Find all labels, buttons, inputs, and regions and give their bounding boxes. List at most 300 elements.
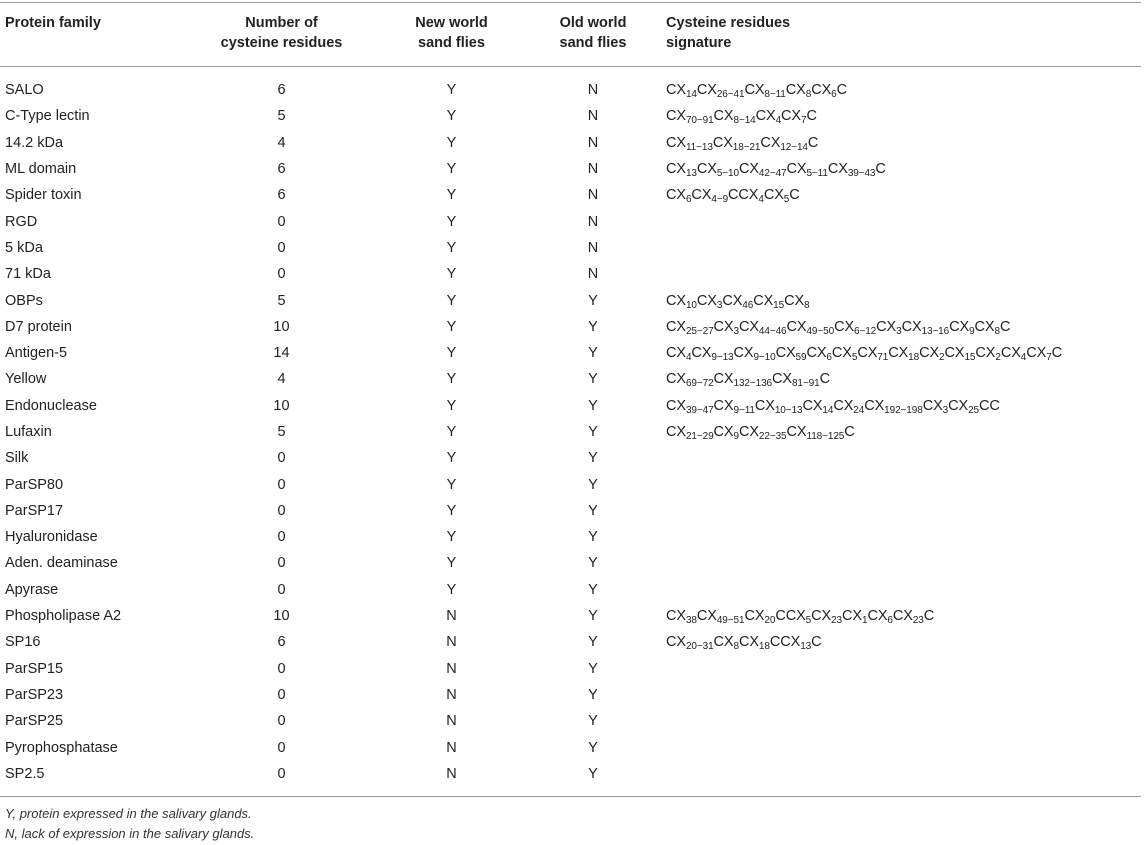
old-world-cell: Y (588, 397, 598, 414)
signature-residue: C (744, 82, 755, 99)
signature-residue: X (852, 608, 862, 625)
signature-residue: CC (728, 187, 749, 204)
signature-residue: C (888, 345, 899, 362)
signature-spacing: 22−35 (758, 431, 787, 442)
new-world-cell: Y (446, 318, 457, 335)
signature-spacing: 12−14 (780, 141, 808, 153)
signature-spacing: 118−125 (806, 431, 845, 442)
table-row (0, 761, 1141, 787)
signature-residue: CC (775, 608, 797, 625)
signature-residue: X (898, 345, 909, 362)
signature-spacing: 13 (685, 168, 697, 180)
signature-spacing: 14 (822, 404, 834, 416)
signature-spacing: 49−50 (806, 325, 835, 337)
signature-residue: X (754, 608, 765, 625)
old-world-cell: Y (588, 581, 598, 598)
cysteine-signature-cell (661, 656, 1141, 682)
cysteine-count-cell: 0 (277, 239, 286, 256)
signature-spacing: 15 (773, 299, 785, 311)
signature-residue: X (676, 187, 686, 204)
cysteine-count-cell: 0 (277, 555, 286, 572)
cysteine-count-cell: 6 (277, 161, 286, 178)
signature-residue: C (892, 608, 904, 625)
signature-residue: C (784, 292, 795, 309)
old-world-cell: N (587, 239, 599, 256)
table-row (0, 603, 1141, 629)
old-world-cell: Y (588, 450, 598, 467)
signature-residue: C (772, 371, 783, 388)
new-world-cell: Y (446, 371, 457, 388)
signature-spacing: 8−14 (733, 115, 756, 127)
protein-family-cell: 5 kDa (5, 239, 43, 256)
signature-spacing: 6 (826, 352, 832, 364)
signature-residue: C (696, 608, 708, 625)
signature-residue: C (733, 345, 744, 362)
signature-residue: X (796, 424, 807, 440)
table-row (0, 156, 1141, 182)
signature-residue: X (754, 82, 765, 99)
signature-residue: X (1011, 345, 1021, 362)
cysteine-count-cell: 0 (277, 450, 286, 467)
signature-spacing: 20−31 (685, 641, 714, 653)
signature-residue: C (691, 345, 702, 362)
protein-family-cell: Apyrase (5, 581, 59, 598)
signature-residue: C (819, 371, 830, 388)
signature-residue: X (723, 634, 734, 651)
cysteine-signature-cell (661, 182, 1141, 208)
signature-residue: X (812, 397, 823, 414)
signature-residue: X (676, 634, 686, 651)
cysteine-count-cell: 4 (277, 134, 286, 151)
signature-residue: X (676, 161, 686, 178)
cysteine-count-cell: 5 (277, 424, 286, 440)
signature-residue: C (712, 134, 724, 151)
cysteine-count-cell: 4 (277, 371, 286, 388)
signature-residue: C (691, 187, 702, 204)
signature-residue: C (833, 397, 844, 414)
cysteine-count-cell: 0 (277, 739, 286, 756)
protein-family-cell: 71 kDa (5, 266, 51, 283)
table-row (0, 208, 1141, 234)
signature-spacing: 10 (685, 299, 697, 311)
table-row (0, 445, 1141, 471)
signature-residue: C (834, 318, 845, 335)
signature-residue: X (816, 345, 827, 362)
signature-spacing: 4−9 (711, 194, 729, 206)
signature-residue: X (903, 608, 913, 625)
signature-residue: X (911, 318, 922, 335)
cysteine-count-cell: 0 (277, 765, 286, 782)
signature-residue: X (707, 82, 717, 99)
signature-residue: X (676, 82, 686, 99)
signature-spacing: 9 (733, 431, 739, 442)
protein-family-cell: C-Type lectin (5, 108, 90, 125)
cysteine-signature-cell (661, 734, 1141, 760)
new-world-cell: N (446, 765, 457, 782)
protein-family-cell: D7 protein (5, 318, 72, 335)
cysteine-count-cell: 0 (277, 502, 286, 519)
signature-spacing: 10−13 (774, 404, 803, 416)
old-world-cell: Y (588, 608, 598, 625)
signature-residue: X (676, 134, 686, 151)
signature-residue: C (857, 345, 868, 362)
signature-spacing: 44−46 (758, 325, 787, 337)
cysteine-count-cell: 10 (273, 397, 290, 414)
signature-residue: X (842, 345, 852, 362)
table-row (0, 419, 1141, 445)
signature-residue: X (886, 318, 897, 335)
signature-residue: C (949, 318, 960, 335)
signature-residue: C (842, 608, 853, 625)
new-world-cell: N (446, 634, 457, 651)
cysteine-signature-cell (661, 603, 1141, 629)
signature-spacing: 4 (1020, 352, 1027, 364)
new-world-cell: N (446, 608, 457, 625)
signature-spacing: 23 (912, 615, 924, 627)
signature-spacing: 13−16 (921, 325, 950, 337)
cysteine-count-cell: 14 (273, 345, 290, 362)
signature-residue: X (676, 292, 686, 309)
signature-spacing: 6 (685, 194, 692, 206)
signature-residue: X (877, 608, 888, 625)
signature-spacing: 2 (939, 352, 945, 364)
signature-residue: X (774, 187, 784, 204)
new-world-cell: Y (446, 502, 457, 519)
signature-residue: X (749, 634, 759, 651)
signature-residue: C (666, 345, 677, 362)
signature-spacing: 8 (733, 641, 739, 653)
table-row (0, 708, 1141, 734)
signature-residue: C (864, 397, 875, 414)
signature-residue: C (666, 634, 677, 651)
signature-residue: C (785, 82, 797, 99)
old-world-cell: N (587, 213, 599, 230)
signature-residue: X (796, 318, 807, 335)
old-world-cell: Y (588, 555, 598, 572)
cysteine-count-cell: 0 (277, 686, 286, 703)
signature-residue: C (666, 608, 677, 625)
signature-spacing: 7 (801, 115, 807, 127)
signature-residue: X (763, 292, 774, 309)
signature-residue: X (796, 161, 807, 178)
cysteine-signature-cell (661, 419, 1141, 445)
signature-residue: C (786, 318, 797, 335)
signature-residue: C (974, 318, 985, 335)
table-row (0, 261, 1141, 287)
signature-residue: C (876, 318, 887, 335)
signature-residue: C (755, 108, 766, 125)
signature-spacing: 49−51 (716, 615, 745, 627)
signature-spacing: 20 (764, 615, 776, 627)
old-world-cell: Y (588, 686, 598, 703)
cysteine-count-cell: 0 (277, 476, 286, 493)
signature-residue: C (666, 424, 677, 440)
old-world-cell: N (587, 266, 599, 283)
table-row (0, 682, 1141, 708)
signature-residue: X (984, 318, 995, 335)
protein-family-cell: 14.2 kDa (5, 134, 64, 151)
signature-residue: X (723, 371, 734, 388)
signature-spacing: 5−11 (806, 168, 828, 180)
signature-spacing: 3 (716, 299, 723, 311)
signature-residue: C (696, 82, 708, 99)
signature-residue: X (766, 108, 776, 125)
protein-family-cell: OBPs (5, 292, 43, 309)
protein-family-cell: Lufaxin (5, 424, 52, 440)
signature-spacing: 8−11 (764, 89, 786, 101)
signature-spacing: 18−21 (732, 141, 761, 153)
signature-residue: X (985, 345, 996, 362)
old-world-cell: Y (588, 424, 598, 440)
signature-residue: X (732, 292, 743, 309)
old-world-cell: Y (588, 476, 598, 493)
old-world-cell: Y (588, 371, 598, 388)
signature-residue: X (723, 318, 734, 335)
signature-residue: X (782, 371, 792, 388)
signature-residue: C (713, 108, 724, 125)
signature-spacing: 13 (800, 641, 812, 653)
signature-residue: X (723, 134, 733, 151)
signature-residue: X (791, 108, 801, 125)
signature-residue: C (713, 424, 724, 440)
protein-family-cell: ParSP17 (5, 502, 64, 519)
new-world-cell: Y (446, 239, 457, 256)
signature-spacing: 6−12 (854, 325, 877, 337)
signature-residue: C (775, 345, 786, 362)
old-world-cell: Y (588, 502, 598, 519)
new-world-cell: Y (446, 424, 457, 440)
signature-residue: CC (979, 397, 1000, 414)
signature-residue: C (696, 161, 708, 178)
new-world-cell: N (446, 713, 457, 730)
signature-residue: X (844, 318, 855, 335)
signature-residue: C (811, 82, 822, 99)
cysteine-signature-cell (661, 550, 1141, 576)
signature-residue: C (760, 134, 771, 151)
signature-residue: C (831, 345, 843, 362)
signature-residue: C (666, 134, 677, 151)
signature-spacing: 3 (896, 325, 902, 337)
cysteine-signature-cell (661, 66, 1141, 103)
table-row (0, 393, 1141, 419)
signature-spacing: 38 (685, 615, 697, 627)
old-world-cell: Y (588, 739, 598, 756)
signature-residue: X (790, 634, 801, 651)
old-world-cell: Y (588, 529, 598, 546)
new-world-cell: Y (446, 581, 457, 598)
signature-residue: C (786, 161, 797, 178)
signature-residue: X (676, 397, 686, 414)
footnote-y: Y, protein expressed in the salivary glands. (5, 806, 252, 821)
signature-residue: X (743, 345, 754, 362)
signature-residue: C (901, 318, 912, 335)
protein-family-table (0, 3, 1141, 787)
new-world-cell: N (446, 660, 457, 677)
old-world-cell: Y (588, 765, 598, 782)
signature-residue: C (827, 161, 839, 178)
signature-spacing: 4 (758, 194, 764, 206)
table-body (0, 66, 1141, 787)
signature-residue: X (821, 608, 832, 625)
new-world-cell: Y (446, 345, 457, 362)
signature-residue: C (806, 108, 817, 125)
signature-residue: X (701, 187, 712, 204)
signature-residue: C (844, 424, 855, 440)
old-world-cell: N (587, 134, 599, 151)
signature-residue: X (723, 397, 734, 414)
table-row (0, 235, 1141, 261)
old-world-cell: N (587, 187, 599, 204)
signature-spacing: 5 (851, 352, 858, 364)
cysteine-signature-cell (661, 682, 1141, 708)
new-world-cell: Y (446, 450, 457, 467)
signature-residue: C (944, 345, 955, 362)
signature-residue: C (666, 292, 677, 309)
cysteine-signature-cell (661, 103, 1141, 129)
signature-spacing: 11−13 (685, 141, 713, 153)
header-new-world-sand-flies: New world sand flies (415, 15, 488, 51)
cysteine-count-cell: 0 (277, 660, 286, 677)
cysteine-count-cell: 0 (277, 713, 286, 730)
signature-residue: C (696, 292, 708, 309)
signature-residue: X (749, 161, 759, 178)
cysteine-count-cell: 0 (277, 266, 286, 283)
signature-residue: X (929, 345, 940, 362)
cysteine-count-cell: 0 (277, 213, 286, 230)
signature-residue: C (919, 345, 930, 362)
protein-family-cell: Silk (5, 450, 29, 467)
signature-residue: C (1051, 345, 1063, 362)
new-world-cell: Y (446, 292, 457, 309)
protein-family-cell: Yellow (5, 371, 47, 388)
signature-residue: C (738, 161, 750, 178)
signature-residue: X (794, 292, 805, 309)
signature-spacing: 18 (758, 641, 770, 653)
signature-residue: C (811, 634, 822, 651)
old-world-cell: Y (588, 634, 598, 651)
table-row (0, 498, 1141, 524)
table-row (0, 314, 1141, 340)
signature-spacing: 1 (861, 615, 868, 627)
signature-spacing: 59 (795, 352, 807, 364)
protein-family-cell: Spider toxin (5, 187, 82, 204)
signature-spacing: 8 (804, 299, 810, 311)
cysteine-signature-cell (661, 208, 1141, 234)
signature-residue: C (713, 634, 724, 651)
new-world-cell: Y (446, 161, 457, 178)
signature-residue: C (948, 397, 959, 414)
table-row (0, 66, 1141, 103)
new-world-cell: Y (446, 266, 457, 283)
signature-spacing: 4 (685, 352, 692, 364)
signature-spacing: 8 (994, 325, 1000, 337)
signature-residue: X (723, 424, 734, 440)
table-row (0, 577, 1141, 603)
signature-residue: C (753, 292, 764, 309)
protein-family-cell: Antigen-5 (5, 345, 68, 362)
signature-spacing: 192−198 (884, 404, 923, 416)
protein-family-cell: Hyaluronidase (5, 529, 98, 546)
header-protein-family: Protein family (5, 15, 101, 31)
cysteine-signature-cell (661, 471, 1141, 497)
signature-spacing: 24 (853, 404, 865, 416)
cysteine-signature-cell (661, 524, 1141, 550)
signature-spacing: 3 (942, 404, 949, 416)
signature-residue: C (763, 187, 775, 204)
protein-family-cell: Endonuclease (5, 397, 97, 414)
cysteine-signature-cell (661, 366, 1141, 392)
signature-residue: C (666, 397, 677, 414)
signature-spacing: 9−13 (711, 352, 734, 364)
old-world-cell: Y (588, 660, 598, 677)
signature-residue: C (738, 318, 750, 335)
new-world-cell: Y (446, 82, 457, 99)
signature-residue: X (843, 397, 854, 414)
signature-residue: C (666, 82, 677, 99)
signature-spacing: 46 (742, 299, 754, 311)
new-world-cell: N (446, 739, 457, 756)
signature-residue: X (723, 108, 734, 125)
signature-spacing: 15 (964, 352, 976, 364)
signature-residue: C (867, 608, 878, 625)
signature-residue: C (738, 634, 750, 651)
table-row (0, 103, 1141, 129)
cysteine-signature-cell (661, 393, 1141, 419)
signature-residue: C (666, 108, 677, 125)
signature-residue: X (701, 345, 712, 362)
signature-residue: C (786, 424, 797, 440)
signature-residue: C (923, 608, 935, 625)
new-world-cell: Y (446, 134, 457, 151)
signature-residue: X (954, 345, 965, 362)
protein-family-cell: Phospholipase A2 (5, 608, 122, 625)
cysteine-count-cell: 6 (277, 187, 286, 204)
signature-spacing: 132−136 (733, 378, 773, 390)
signature-spacing: 9 (969, 325, 975, 337)
signature-spacing: 69−72 (685, 378, 714, 390)
signature-residue: C (1026, 345, 1037, 362)
new-world-cell: N (446, 686, 457, 703)
signature-spacing: 18 (908, 352, 920, 364)
signature-residue: C (802, 397, 813, 414)
old-world-cell: N (587, 161, 599, 178)
signature-residue: X (676, 108, 686, 125)
signature-spacing: 21−29 (685, 431, 714, 442)
signature-residue: C (975, 345, 986, 362)
signature-spacing: 25−27 (685, 325, 714, 337)
signature-residue: X (748, 187, 759, 204)
table-row (0, 182, 1141, 208)
signature-residue: X (874, 397, 885, 414)
signature-residue: X (867, 345, 878, 362)
signature-residue: C (744, 608, 755, 625)
table-row (0, 366, 1141, 392)
signature-residue: X (749, 424, 759, 440)
signature-spacing: 2 (995, 352, 1001, 364)
signature-residue: X (676, 424, 686, 440)
signature-residue: X (796, 82, 806, 99)
protein-family-cell: SP2.5 (5, 765, 45, 782)
protein-family-cell: Aden. deaminase (5, 555, 118, 572)
signature-spacing: 39−43 (847, 168, 876, 180)
protein-family-cell: ParSP23 (5, 686, 64, 703)
cysteine-signature-cell (661, 629, 1141, 655)
cysteine-signature-cell (661, 261, 1141, 287)
signature-residue: C (754, 397, 766, 414)
cysteine-count-cell: 6 (277, 82, 286, 99)
signature-spacing: 5 (805, 615, 812, 627)
cysteine-count-cell: 10 (273, 608, 290, 625)
